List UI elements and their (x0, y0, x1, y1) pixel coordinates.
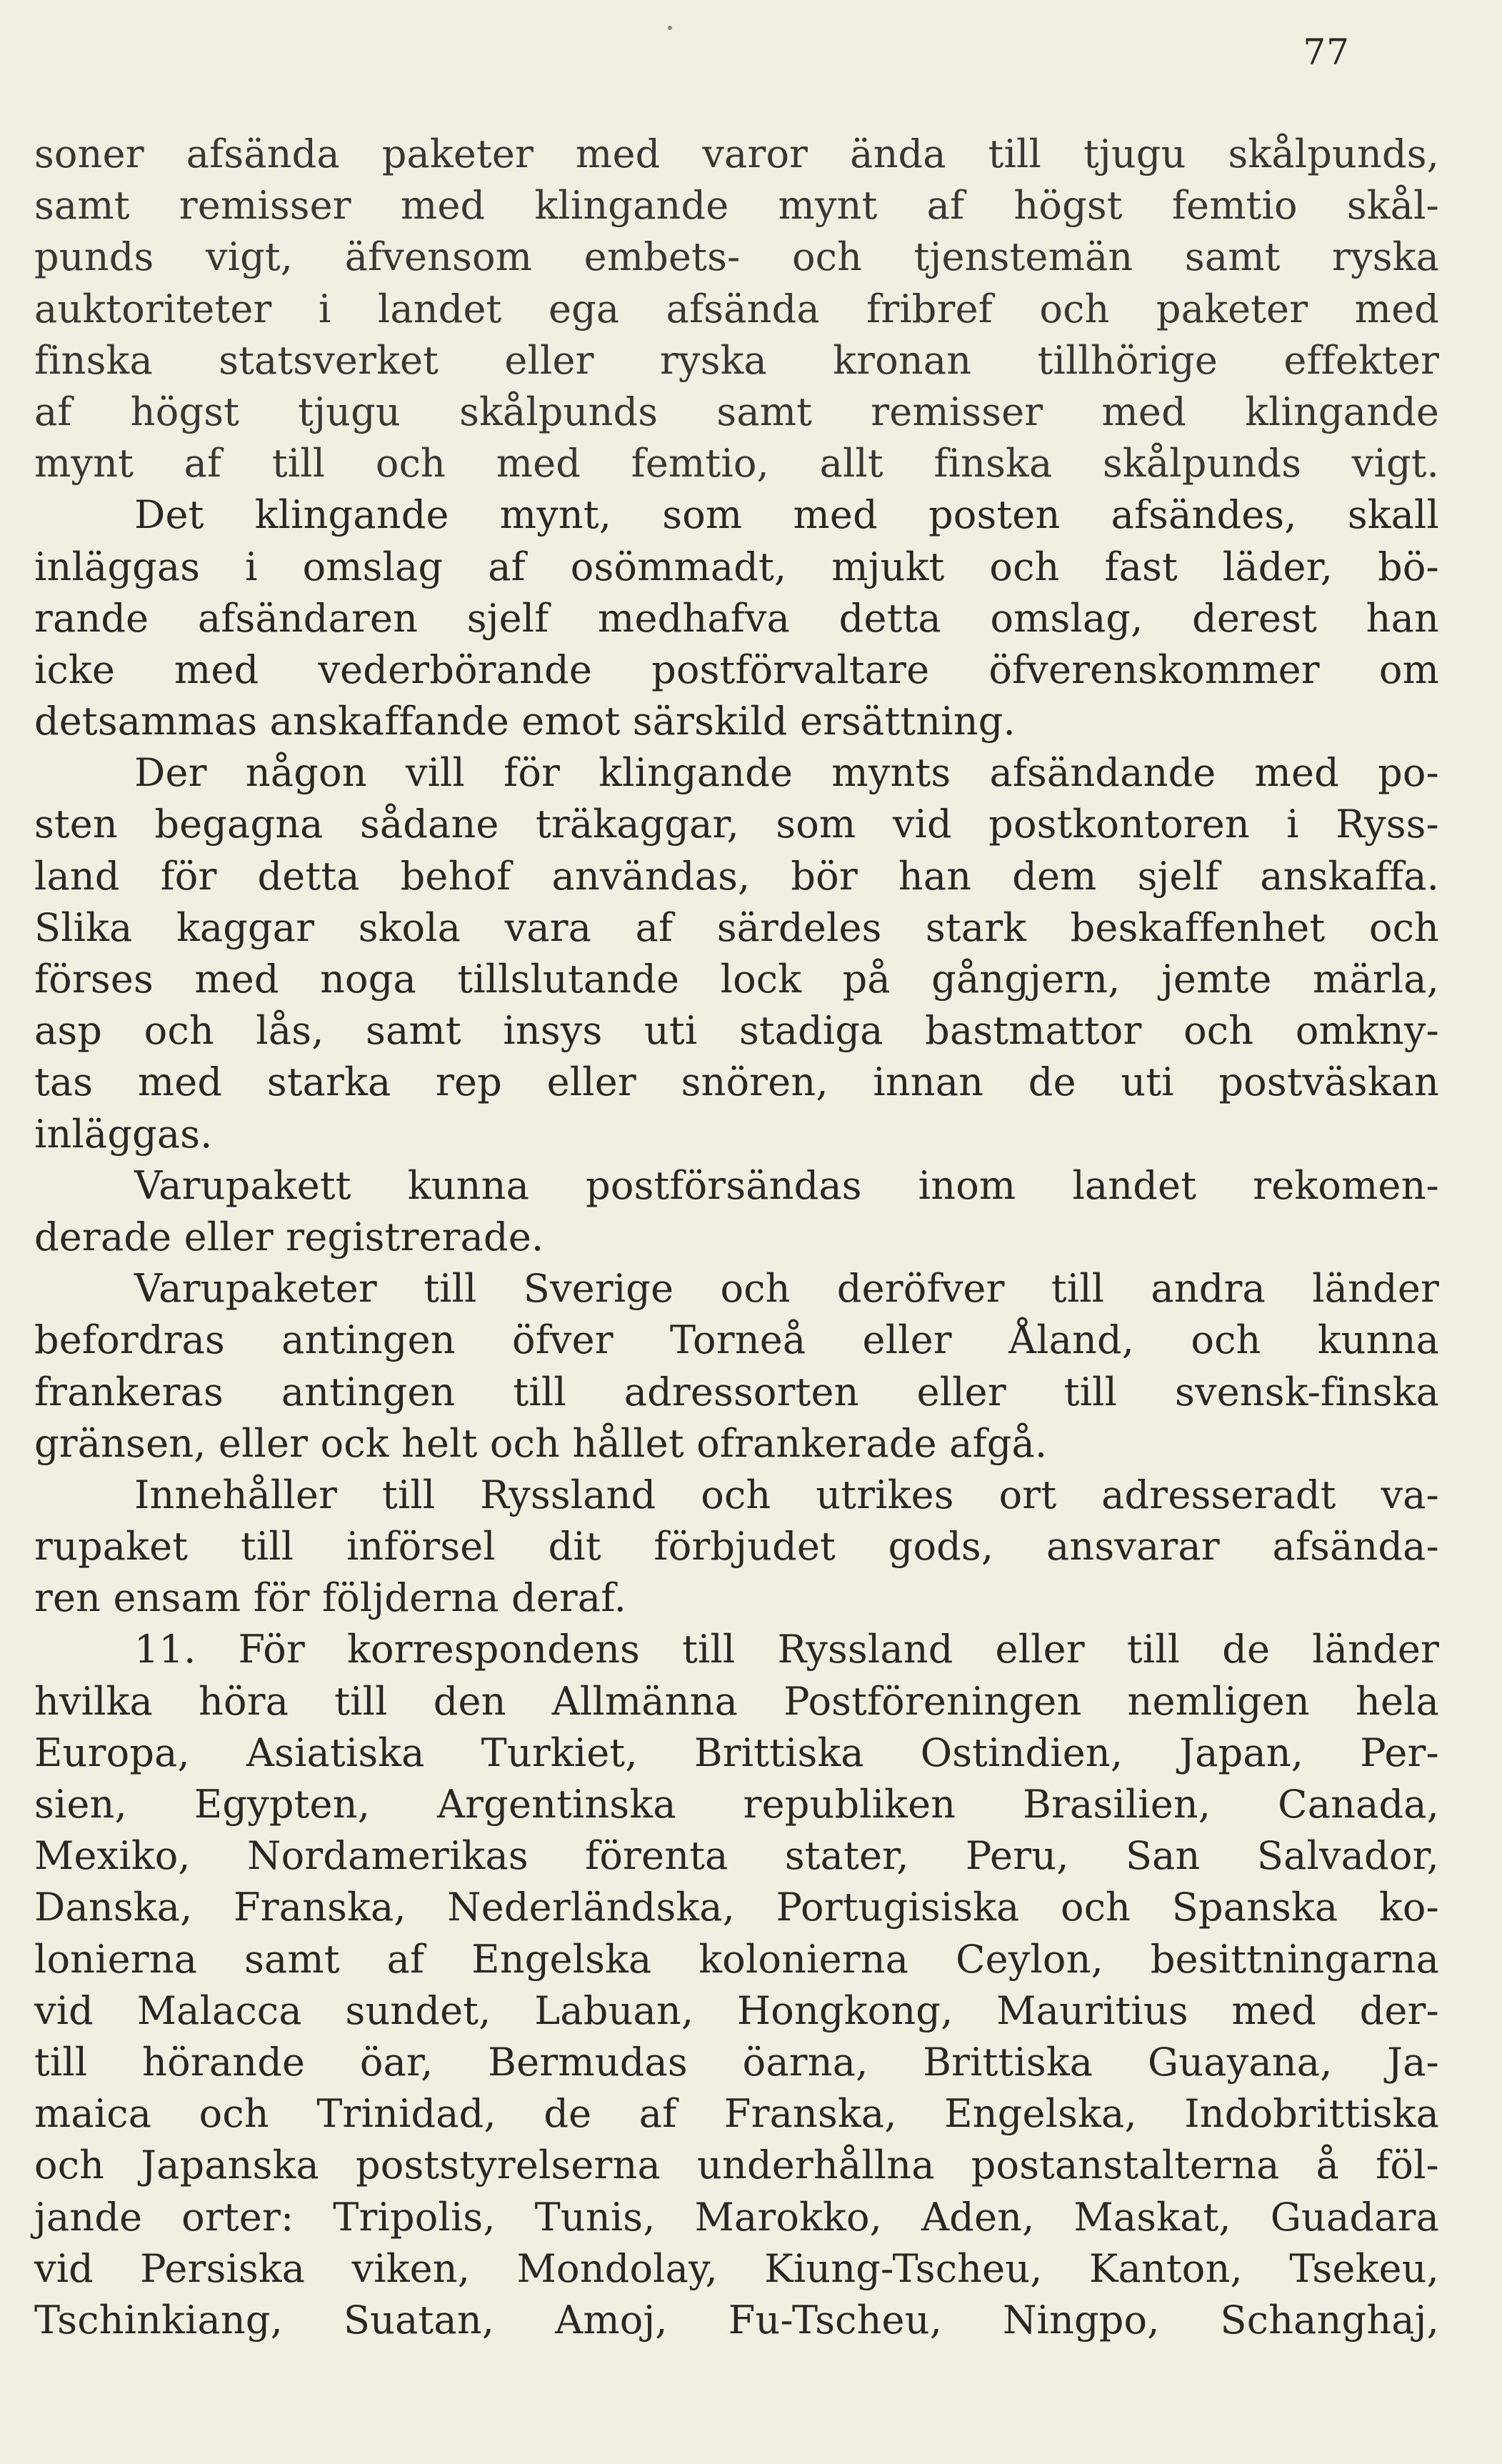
text-line: Mexiko, Nordamerikas förenta stater, Peru, San Salvador, (34, 1833, 1439, 1879)
text-line: 11. För korrespondens till Ryssland eller till de länder (134, 1627, 1439, 1672)
text-line: lonierna samt af Engelska kolonierna Ceylon, besittningarna (34, 1936, 1439, 1982)
ink-speck (668, 26, 672, 30)
text-line: inläggas. (34, 1111, 213, 1157)
text-line: Innehåller till Ryssland och utrikes ort adresseradt va- (134, 1472, 1439, 1517)
text-line: rande afsändaren sjelf medhafva detta omslag, derest han (34, 595, 1439, 641)
text-line: mynt af till och med femtio, allt finska skålpunds vigt. (34, 441, 1439, 487)
text-line: inläggas i omslag af osömmadt, mjukt och fast läder, bö- (34, 544, 1439, 589)
body-text (34, 129, 1439, 2346)
text-line: Varupakett kunna postförsändas inom landet rekomen- (134, 1162, 1439, 1208)
text-line: punds vigt, äfvensom embets- och tjenstemän samt ryska (34, 234, 1439, 280)
text-line: Europa, Asiatiska Turkiet, Brittiska Ostindien, Japan, Per- (34, 1730, 1439, 1775)
text-line: land för detta behof användas, bör han dem sjelf anskaffa. (34, 853, 1439, 899)
text-line: samt remisser med klingande mynt af högst femtio skål- (34, 183, 1439, 229)
text-line: icke med vederbörande postförvaltare öfverenskommer om (34, 647, 1439, 692)
text-line: soner afsända paketer med varor ända till tjugu skålpunds, (34, 131, 1439, 176)
text-line: sien, Egypten, Argentinska republiken Brasilien, Canada, (34, 1782, 1439, 1827)
text-line: sten begagna sådane träkaggar, som vid postkontoren i Ryss- (34, 802, 1439, 847)
text-line: till hörande öar, Bermudas öarna, Brittiska Guayana, Ja- (34, 2039, 1439, 2085)
text-line: vid Malacca sundet, Labuan, Hongkong, Mauritius med der- (34, 1987, 1439, 2033)
text-line: och Japanska poststyrelserna underhållna postanstalterna å föl- (34, 2143, 1439, 2188)
text-line: hvilka höra till den Allmänna Postföreningen nemligen hela (34, 1678, 1439, 1724)
text-line: frankeras antingen till adressorten eller till svensk-finska (34, 1369, 1439, 1415)
text-line: Tschinkiang, Suatan, Amoj, Fu-Tscheu, Ningpo, Schanghaj, (34, 2297, 1439, 2343)
text-line: gränsen, eller ock helt och hållet ofrankerade afgå. (34, 1420, 1048, 1466)
text-line: detsammas anskaffande emot särskild ersättning. (34, 699, 1016, 744)
text-line: ren ensam för följderna deraf. (34, 1575, 626, 1621)
text-line: vid Persiska viken, Mondolay, Kiung-Tscheu, Kanton, Tsekeu, (34, 2245, 1439, 2291)
text-line: maica och Trinidad, de af Franska, Engelska, Indobrittiska (34, 2091, 1439, 2137)
text-line: Slika kaggar skola vara af särdeles stark beskaffenhet och (34, 904, 1439, 950)
text-line: befordras antingen öfver Torneå eller Åland, och kunna (34, 1317, 1439, 1363)
text-line: jande orter: Tripolis, Tunis, Marokko, Aden, Maskat, Guadara (34, 2194, 1439, 2240)
text-line: tas med starka rep eller snören, innan de uti postväskan (34, 1059, 1439, 1105)
page-number: 77 (1303, 31, 1350, 73)
text-line: finska statsverket eller ryska kronan tillhörige effekter (34, 337, 1439, 383)
text-line: förses med noga tillslutande lock på gångjern, jemte märla, (34, 957, 1439, 1002)
text-line: Det klingande mynt, som med posten afsändes, skall (134, 492, 1439, 538)
text-line: Danska, Franska, Nederländska, Portugisiska och Spanska ko- (34, 1885, 1439, 1930)
text-line: auktoriteter i landet ega afsända fribref och paketer med (34, 286, 1439, 331)
text-line: asp och lås, samt insys uti stadiga bastmattor och omkny- (34, 1008, 1439, 1054)
text-line: Varupaketer till Sverige och deröfver till andra länder (134, 1266, 1439, 1312)
text-line: rupaket till införsel dit förbjudet gods, ansvarar afsända- (34, 1524, 1439, 1570)
text-line: af högst tjugu skålpunds samt remisser med klingande (34, 389, 1439, 434)
text-line: Der någon vill för klingande mynts afsändande med po- (134, 750, 1439, 796)
text-line: derade eller registrerade. (34, 1214, 544, 1260)
